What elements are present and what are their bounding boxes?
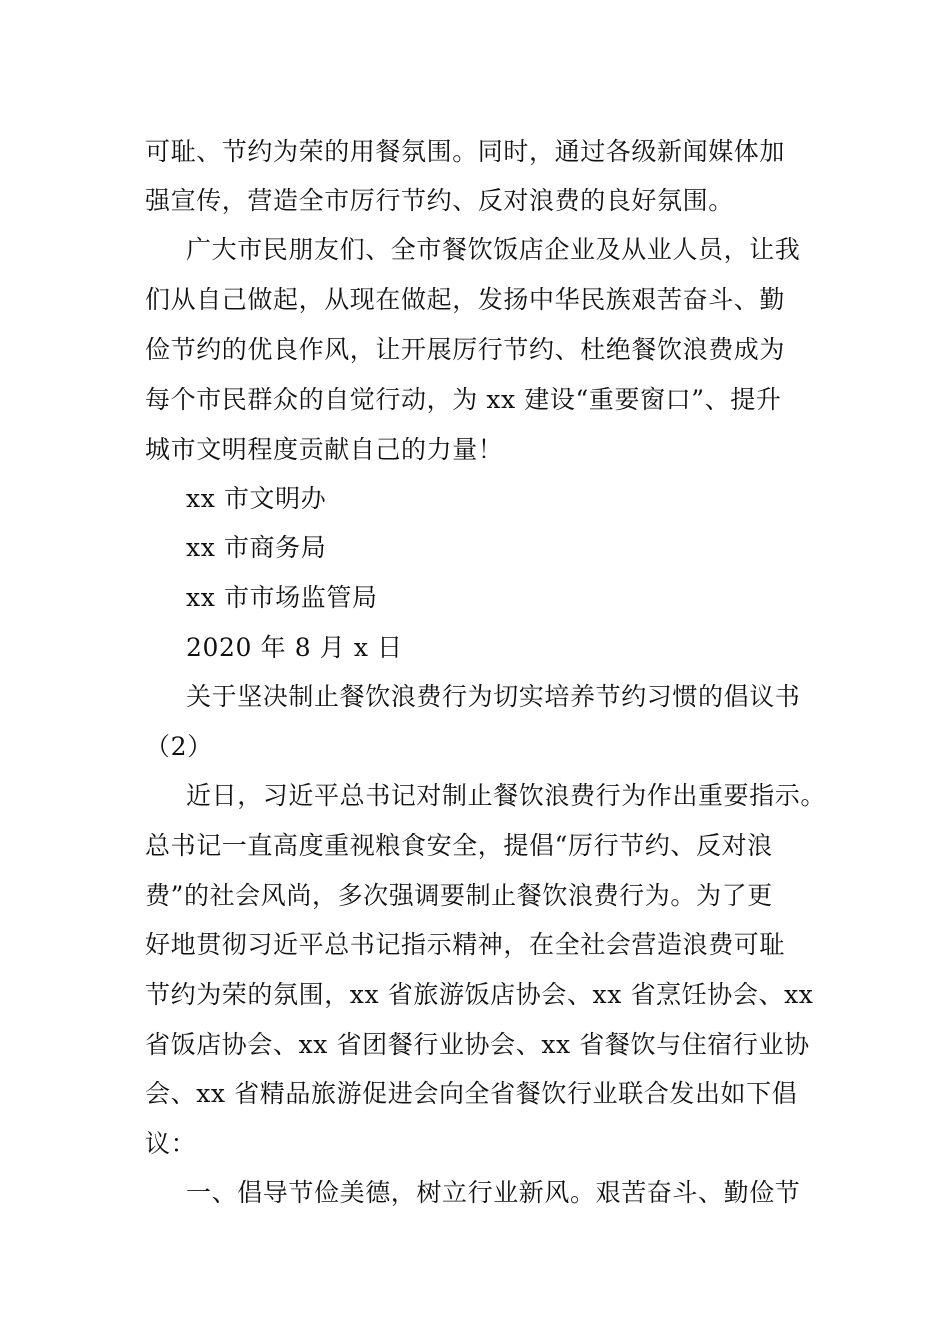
paragraph-line: 费”的社会风尚，多次强调要制止餐饮浪费行为。为了更 bbox=[145, 881, 773, 910]
paragraph-line: 省饭店协会、xx 省团餐行业协会、xx 省餐饮与住宿行业协 bbox=[145, 1030, 810, 1059]
paragraph-line: 节约为荣的氛围，xx 省旅游饭店协会、xx 省烹饪协会、xx bbox=[145, 980, 814, 1009]
paragraph-line: 城市文明程度贡献自己的力量！ bbox=[145, 435, 504, 464]
title-line: 关于坚决制止餐饮浪费行为切实培养节约习惯的倡议书 bbox=[186, 682, 801, 711]
paragraph-line: 们从自己做起，从现在做起，发扬中华民族艰苦奋斗、勤 bbox=[145, 285, 786, 314]
paragraph-line: 总书记一直高度重视粮食安全，提倡“厉行节约、反对浪 bbox=[145, 831, 773, 860]
paragraph-line: 近日，习近平总书记对制止餐饮浪费行为作出重要指示。 bbox=[186, 781, 827, 810]
paragraph-line: 一、倡导节俭美德，树立行业新风。艰苦奋斗、勤俭节 bbox=[186, 1178, 801, 1207]
paragraph-line: 好地贯彻习近平总书记指示精神，在全社会营造浪费可耻 bbox=[145, 930, 786, 959]
date-line: 2020 年 8 月 x 日 bbox=[186, 633, 403, 662]
signature-line: xx 市文明办 bbox=[186, 484, 327, 513]
paragraph-line: 强宣传，营造全市厉行节约、反对浪费的良好氛围。 bbox=[145, 186, 734, 215]
paragraph-line: 议： bbox=[145, 1129, 197, 1158]
paragraph-line: 可耻、节约为荣的用餐氛围。同时，通过各级新闻媒体加 bbox=[145, 137, 786, 166]
paragraph-line: 会、xx 省精品旅游促进会向全省餐饮行业联合发出如下倡 bbox=[145, 1079, 798, 1108]
signature-line: xx 市市场监管局 bbox=[186, 583, 378, 612]
paragraph-line: 每个市民群众的自觉行动，为 xx 建设“重要窗口”、提升 bbox=[145, 385, 782, 414]
paragraph-line: 俭节约的优良作风，让开展厉行节约、杜绝餐饮浪费成为 bbox=[145, 335, 786, 364]
signature-line: xx 市商务局 bbox=[186, 533, 327, 562]
paragraph-line: 广大市民朋友们、全市餐饮饭店企业及从业人员，让我 bbox=[186, 235, 801, 264]
title-line: （2） bbox=[145, 732, 213, 761]
